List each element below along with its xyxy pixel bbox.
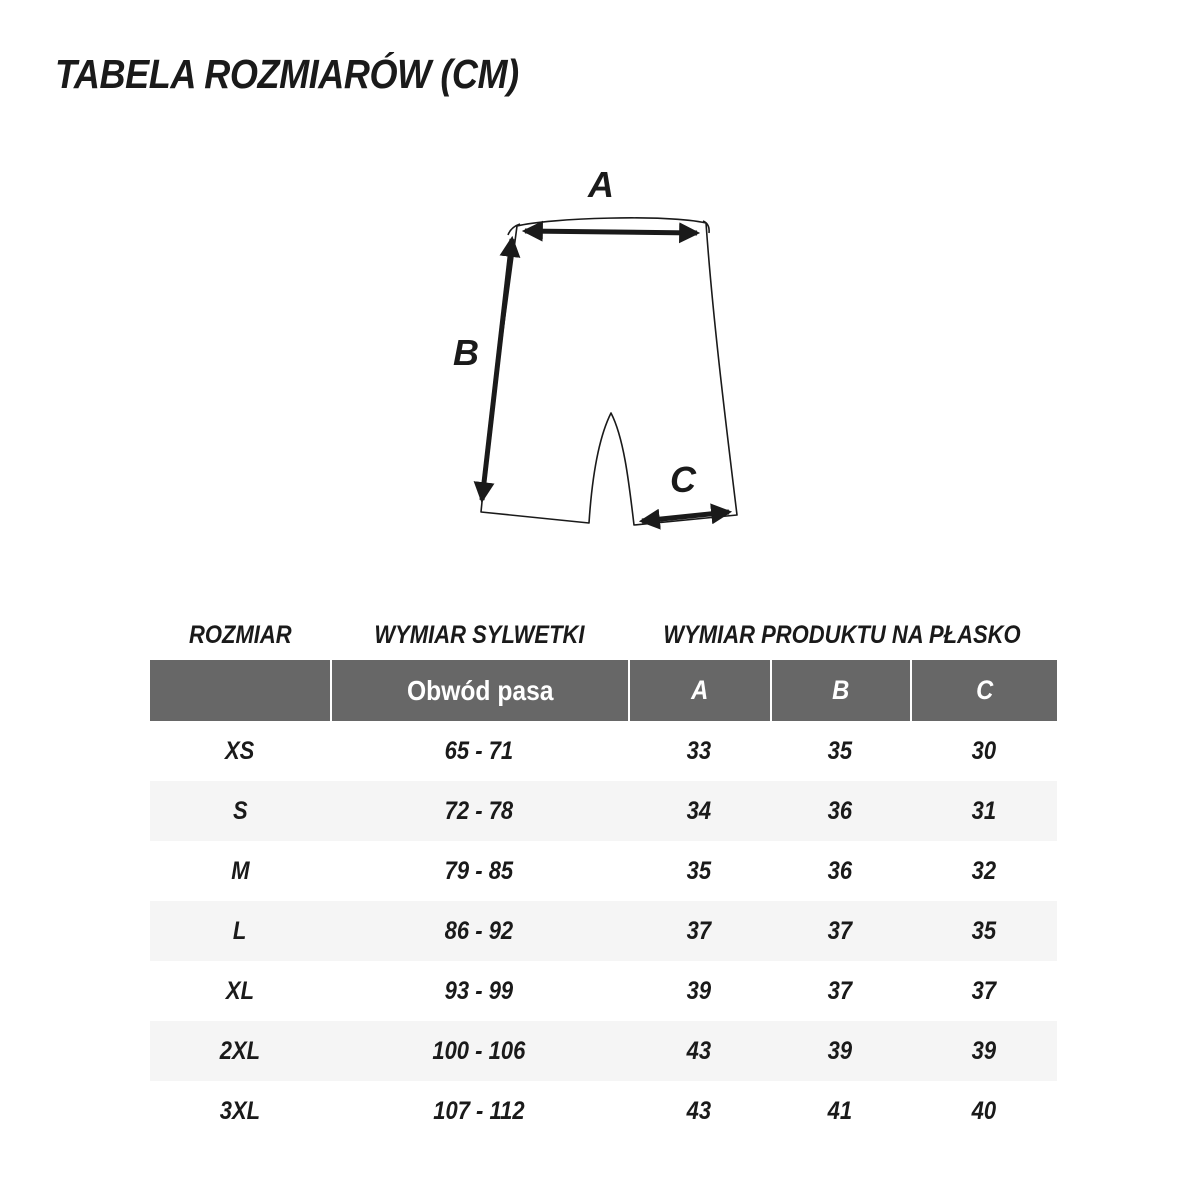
table-row-xl xyxy=(150,961,1057,1021)
c-cell: 35 xyxy=(910,901,1057,961)
sub-header-c: C xyxy=(910,660,1057,721)
b-cell: 39 xyxy=(770,1021,910,1081)
group-header-size: ROZMIAR xyxy=(188,620,292,649)
b-cell: 41 xyxy=(827,1096,853,1125)
measure-arrow-a xyxy=(525,231,697,233)
c-cell: 37 xyxy=(971,976,996,1005)
c-cell: 30 xyxy=(971,736,996,765)
page-title-text: TABELA ROZMIARÓW (CM) xyxy=(55,51,519,97)
b-cell: 36 xyxy=(827,856,853,885)
shorts-diagram xyxy=(440,150,780,570)
a-cell: 37 xyxy=(628,901,770,961)
diagram-label-c: C xyxy=(670,459,696,500)
c-cell: 39 xyxy=(910,1021,1057,1081)
b-cell: 37 xyxy=(770,901,910,961)
waist-cell: 65 - 71 xyxy=(444,736,514,765)
table-row-3xl xyxy=(150,1081,1057,1141)
size-table xyxy=(150,610,1057,1141)
b-cell: 35 xyxy=(827,736,853,765)
c-cell: 40 xyxy=(971,1096,996,1125)
b-cell: 37 xyxy=(827,976,853,1005)
waist-cell: 93 - 99 xyxy=(444,976,514,1005)
table-sub-header-row xyxy=(150,660,1057,721)
table-row-l xyxy=(150,901,1057,961)
sub-header-waist: Obwód pasa xyxy=(330,660,628,721)
diagram-label-a: A xyxy=(588,164,614,205)
table-row-s xyxy=(150,781,1057,841)
a-cell: 35 xyxy=(686,856,712,885)
c-cell: 32 xyxy=(971,856,996,885)
size-cell: XS xyxy=(225,736,255,765)
table-row-xs xyxy=(150,721,1057,781)
c-cell: 31 xyxy=(910,781,1057,841)
table-group-header-row xyxy=(150,610,1057,660)
group-header-product: WYMIAR PRODUKTU NA PŁASKO xyxy=(663,620,1022,649)
size-cell: L xyxy=(150,901,330,961)
sub-header-empty xyxy=(150,660,330,721)
sub-header-a: A xyxy=(628,660,770,721)
waist-cell: 72 - 78 xyxy=(330,781,628,841)
a-cell: 34 xyxy=(628,781,770,841)
a-cell: 43 xyxy=(628,1021,770,1081)
table-row-2xl xyxy=(150,1021,1057,1081)
waist-cell: 86 - 92 xyxy=(330,901,628,961)
shorts-outline xyxy=(481,218,737,525)
diagram-label-b: B xyxy=(453,332,479,373)
waist-cell: 100 - 106 xyxy=(330,1021,628,1081)
b-cell: 36 xyxy=(770,781,910,841)
waist-cell: 107 - 112 xyxy=(433,1096,525,1125)
a-cell: 39 xyxy=(686,976,712,1005)
size-cell: 2XL xyxy=(150,1021,330,1081)
measure-arrow-b xyxy=(482,239,512,500)
page-title xyxy=(55,51,582,97)
size-cell: S xyxy=(150,781,330,841)
table-row-m xyxy=(150,841,1057,901)
sub-header-b: B xyxy=(770,660,910,721)
waist-cell: 79 - 85 xyxy=(444,856,514,885)
a-cell: 33 xyxy=(686,736,712,765)
size-cell: XL xyxy=(225,976,255,1005)
size-cell: M xyxy=(230,856,250,885)
group-header-body: WYMIAR SYLWETKI xyxy=(373,620,585,649)
a-cell: 43 xyxy=(686,1096,712,1125)
size-cell: 3XL xyxy=(219,1096,261,1125)
